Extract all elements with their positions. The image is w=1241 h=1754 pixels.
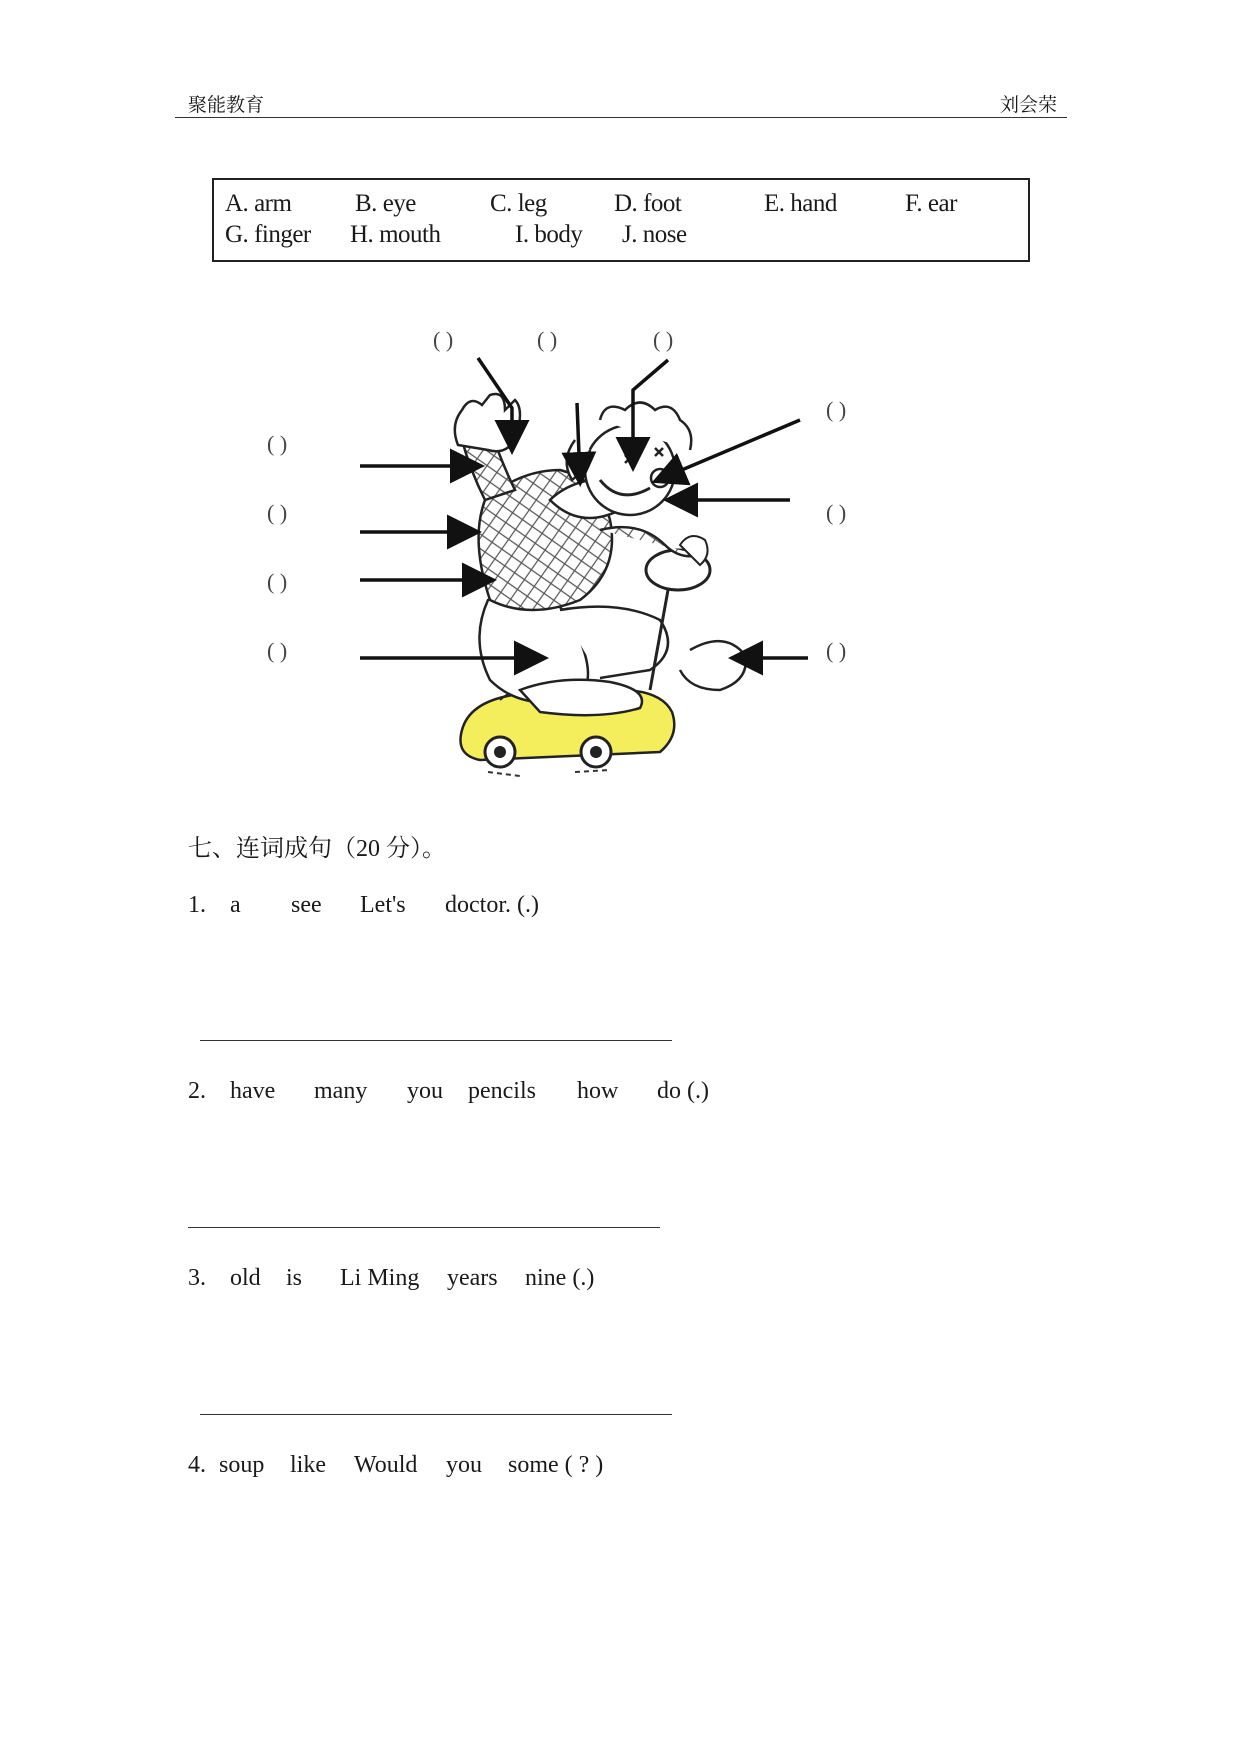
clown-arm-drawing bbox=[455, 394, 520, 500]
question-4-word: like bbox=[290, 1452, 326, 1478]
option-j: J. nose bbox=[622, 221, 687, 248]
question-1-answer-line[interactable] bbox=[200, 1040, 672, 1041]
question-2-answer-line[interactable] bbox=[188, 1227, 660, 1228]
question-1-word: see bbox=[291, 892, 322, 918]
answer-blank-left-1[interactable]: ( ) bbox=[267, 431, 288, 456]
option-e: E. hand bbox=[764, 190, 837, 217]
question-3-word: is bbox=[286, 1265, 303, 1291]
question-2-word: you bbox=[407, 1078, 443, 1104]
question-2-word: pencils bbox=[468, 1078, 536, 1104]
question-3-word: old bbox=[230, 1265, 261, 1291]
question-4-number: 4. bbox=[188, 1452, 206, 1478]
answer-blank-right-3[interactable]: ( ) bbox=[826, 638, 847, 663]
answer-blank-right-1[interactable]: ( ) bbox=[826, 397, 847, 422]
question-2-number: 2. bbox=[188, 1078, 206, 1104]
question-4-word: you bbox=[446, 1452, 482, 1478]
question-1-word: doctor. (.) bbox=[445, 892, 539, 918]
option-f: F. ear bbox=[905, 190, 957, 217]
question-2-word: many bbox=[314, 1078, 368, 1104]
option-h: H. mouth bbox=[350, 221, 441, 248]
question-1-word: Let's bbox=[360, 892, 406, 918]
answer-blank-top-3[interactable]: ( ) bbox=[653, 327, 674, 352]
option-c: C. leg bbox=[490, 190, 547, 217]
question-4-word: some ( ? ) bbox=[508, 1452, 604, 1478]
clown-illustration bbox=[0, 0, 1241, 820]
question-1-word: a bbox=[230, 892, 241, 918]
question-2-word: how bbox=[577, 1078, 619, 1104]
option-i: I. body bbox=[515, 221, 583, 248]
question-4-word: Would bbox=[354, 1452, 418, 1478]
question-2-word: do (.) bbox=[657, 1078, 709, 1104]
question-3-word: nine (.) bbox=[525, 1265, 595, 1291]
question-3-word: years bbox=[447, 1265, 498, 1291]
answer-blank-top-1[interactable]: ( ) bbox=[433, 327, 454, 352]
question-3-number: 3. bbox=[188, 1265, 206, 1291]
header-right: 刘会荣 bbox=[1000, 95, 1058, 116]
question-3-answer-line[interactable] bbox=[200, 1414, 672, 1415]
answer-blank-top-2[interactable]: ( ) bbox=[537, 327, 558, 352]
answer-blank-left-3[interactable]: ( ) bbox=[267, 569, 288, 594]
section-title: 七、连词成句（20 分）。 bbox=[188, 836, 446, 862]
option-b: B. eye bbox=[355, 190, 416, 217]
answer-blank-right-2[interactable]: ( ) bbox=[826, 500, 847, 525]
question-2-word: have bbox=[230, 1078, 276, 1104]
option-a: A. arm bbox=[225, 190, 292, 217]
option-d: D. foot bbox=[614, 190, 682, 217]
option-g: G. finger bbox=[225, 221, 311, 248]
answer-blank-left-2[interactable]: ( ) bbox=[267, 500, 288, 525]
question-1-number: 1. bbox=[188, 892, 206, 918]
answer-blank-left-4[interactable]: ( ) bbox=[267, 638, 288, 663]
question-4-word: soup bbox=[219, 1452, 265, 1478]
question-3-word: Li Ming bbox=[340, 1265, 420, 1291]
header-left: 聚能教育 bbox=[188, 95, 265, 116]
